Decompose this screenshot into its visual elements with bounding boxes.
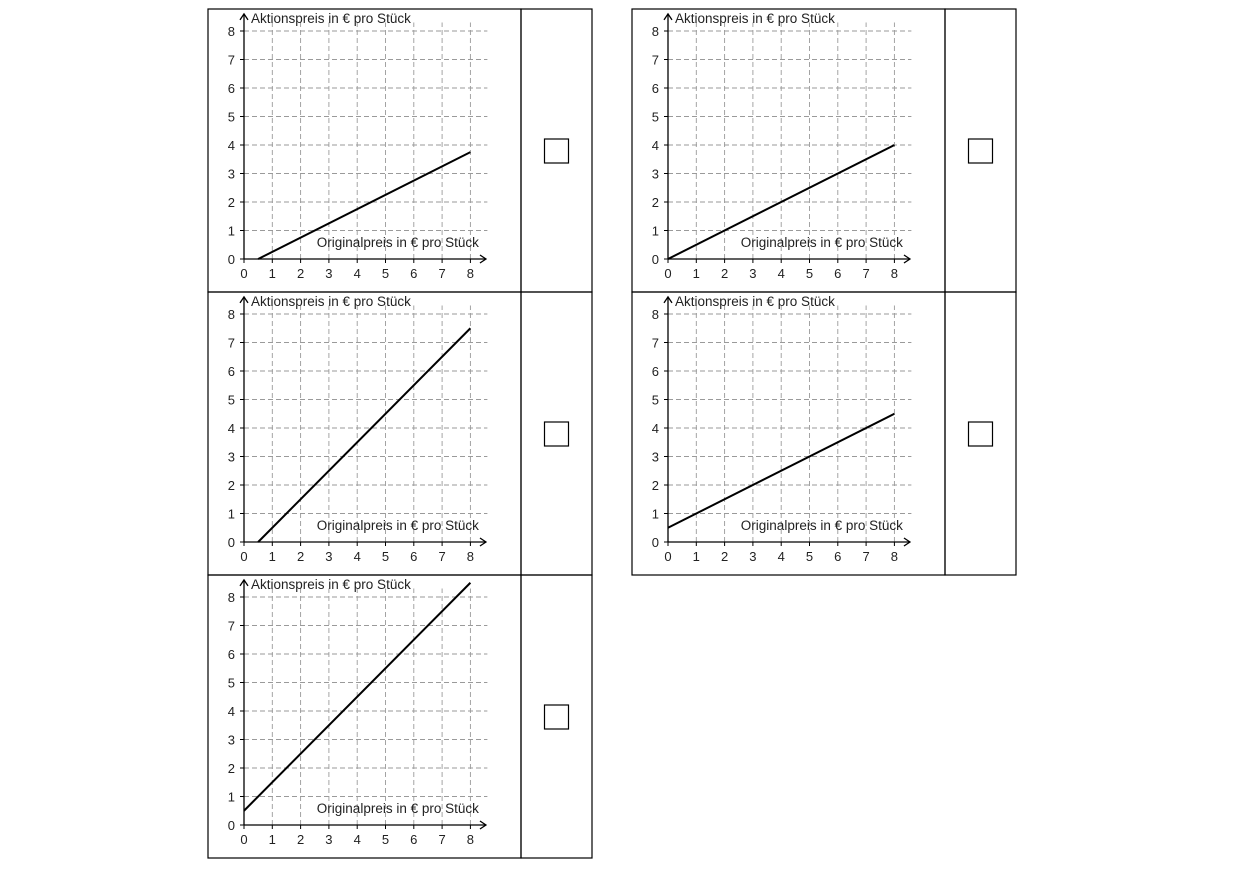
- x-tick-label: 6: [834, 266, 842, 281]
- x-axis-label: Originalpreis in € pro Stück: [740, 518, 903, 534]
- y-tick-label: 1: [651, 506, 659, 522]
- option-panel: [632, 292, 1016, 575]
- answer-checkbox[interactable]: [545, 139, 569, 163]
- data-line: [668, 414, 894, 528]
- x-axis-label: Originalpreis in € pro Stück: [316, 801, 479, 817]
- x-tick-label: 0: [240, 266, 248, 281]
- y-tick-label: 7: [227, 335, 235, 351]
- data-line: [258, 328, 470, 542]
- y-tick-label: 4: [227, 421, 235, 436]
- y-axis-label: Aktionspreis in € pro Stück: [251, 293, 411, 309]
- x-tick-label: 0: [664, 549, 672, 564]
- x-tick-label: 6: [410, 549, 418, 564]
- x-tick-label: 3: [749, 549, 757, 564]
- x-tick-label: 3: [325, 266, 333, 281]
- y-tick-label: 8: [227, 307, 235, 322]
- y-tick-label: 8: [227, 24, 235, 39]
- x-tick-label: 4: [777, 266, 785, 281]
- answer-checkbox[interactable]: [969, 139, 993, 163]
- y-tick-label: 4: [227, 138, 235, 153]
- y-tick-label: 2: [227, 761, 235, 776]
- option-panel: [208, 9, 592, 292]
- x-tick-label: 5: [381, 549, 390, 564]
- y-tick-label: 3: [651, 449, 659, 465]
- y-tick-label: 1: [651, 223, 659, 239]
- y-tick-label: 6: [227, 81, 235, 96]
- y-tick-label: 2: [227, 478, 235, 493]
- x-tick-label: 7: [862, 266, 870, 281]
- y-tick-label: 5: [227, 675, 235, 691]
- y-axis-label: Aktionspreis in € pro Stück: [251, 576, 411, 592]
- x-tick-label: 4: [353, 549, 361, 564]
- x-axis-label: Originalpreis in € pro Stück: [740, 235, 903, 251]
- y-tick-label: 5: [227, 109, 235, 125]
- y-tick-label: 3: [651, 166, 659, 182]
- x-tick-label: 2: [720, 549, 729, 564]
- y-axis-label: Aktionspreis in € pro Stück: [675, 10, 835, 26]
- y-tick-label: 7: [227, 618, 235, 634]
- x-tick-label: 8: [466, 832, 475, 847]
- x-tick-label: 3: [749, 266, 757, 281]
- x-tick-label: 2: [720, 266, 729, 281]
- x-tick-label: 2: [296, 549, 305, 564]
- y-tick-label: 1: [227, 506, 235, 522]
- x-tick-label: 1: [268, 549, 276, 564]
- y-tick-label: 1: [227, 789, 235, 805]
- x-tick-label: 8: [466, 266, 475, 281]
- y-tick-label: 5: [651, 109, 659, 125]
- x-tick-label: 6: [410, 266, 418, 281]
- y-tick-label: 0: [227, 252, 235, 267]
- y-tick-label: 7: [651, 335, 659, 351]
- y-tick-label: 0: [651, 252, 659, 267]
- y-tick-label: 3: [227, 732, 235, 748]
- y-tick-label: 0: [227, 818, 235, 833]
- x-tick-label: 0: [664, 266, 672, 281]
- x-tick-label: 8: [890, 266, 899, 281]
- x-tick-label: 4: [777, 549, 785, 564]
- x-tick-label: 4: [353, 266, 361, 281]
- x-tick-label: 2: [296, 266, 305, 281]
- x-tick-label: 0: [240, 832, 248, 847]
- y-tick-label: 6: [227, 647, 235, 662]
- y-tick-label: 8: [651, 307, 659, 322]
- answer-checkbox[interactable]: [545, 422, 569, 446]
- x-tick-label: 6: [410, 832, 418, 847]
- y-tick-label: 1: [227, 223, 235, 239]
- x-tick-label: 7: [862, 549, 870, 564]
- y-tick-label: 8: [651, 24, 659, 39]
- x-tick-label: 1: [692, 266, 700, 281]
- x-tick-label: 8: [466, 549, 475, 564]
- option-panel: [632, 9, 1016, 292]
- y-tick-label: 4: [227, 704, 235, 719]
- x-tick-label: 7: [438, 266, 446, 281]
- y-tick-label: 6: [651, 81, 659, 96]
- x-tick-label: 4: [353, 832, 361, 847]
- x-tick-label: 7: [438, 549, 446, 564]
- answer-checkbox[interactable]: [969, 422, 993, 446]
- x-tick-label: 0: [240, 549, 248, 564]
- y-tick-label: 4: [651, 421, 659, 436]
- x-tick-label: 2: [296, 832, 305, 847]
- y-axis-label: Aktionspreis in € pro Stück: [675, 293, 835, 309]
- x-axis-label: Originalpreis in € pro Stück: [316, 518, 479, 534]
- y-tick-label: 4: [651, 138, 659, 153]
- x-tick-label: 1: [268, 266, 276, 281]
- answer-checkbox[interactable]: [545, 705, 569, 729]
- x-tick-label: 6: [834, 549, 842, 564]
- x-tick-label: 1: [268, 832, 276, 847]
- x-tick-label: 7: [438, 832, 446, 847]
- y-tick-label: 2: [651, 478, 659, 493]
- x-tick-label: 8: [890, 549, 899, 564]
- y-tick-label: 6: [227, 364, 235, 379]
- x-tick-label: 3: [325, 832, 333, 847]
- y-tick-label: 0: [227, 535, 235, 550]
- y-axis-label: Aktionspreis in € pro Stück: [251, 10, 411, 26]
- y-tick-label: 8: [227, 590, 235, 605]
- option-panel: [208, 575, 592, 858]
- x-tick-label: 5: [381, 266, 390, 281]
- x-axis-label: Originalpreis in € pro Stück: [316, 235, 479, 251]
- y-tick-label: 3: [227, 166, 235, 182]
- y-tick-label: 3: [227, 449, 235, 465]
- x-tick-label: 5: [381, 832, 390, 847]
- y-tick-label: 2: [227, 195, 235, 210]
- y-tick-label: 5: [227, 392, 235, 408]
- y-tick-label: 0: [651, 535, 659, 550]
- x-tick-label: 3: [325, 549, 333, 564]
- x-tick-label: 5: [805, 266, 814, 281]
- option-panel: [208, 292, 592, 575]
- y-tick-label: 6: [651, 364, 659, 379]
- x-tick-label: 5: [805, 549, 814, 564]
- y-tick-label: 7: [227, 52, 235, 68]
- x-tick-label: 1: [692, 549, 700, 564]
- y-tick-label: 2: [651, 195, 659, 210]
- y-tick-label: 7: [651, 52, 659, 68]
- y-tick-label: 5: [651, 392, 659, 408]
